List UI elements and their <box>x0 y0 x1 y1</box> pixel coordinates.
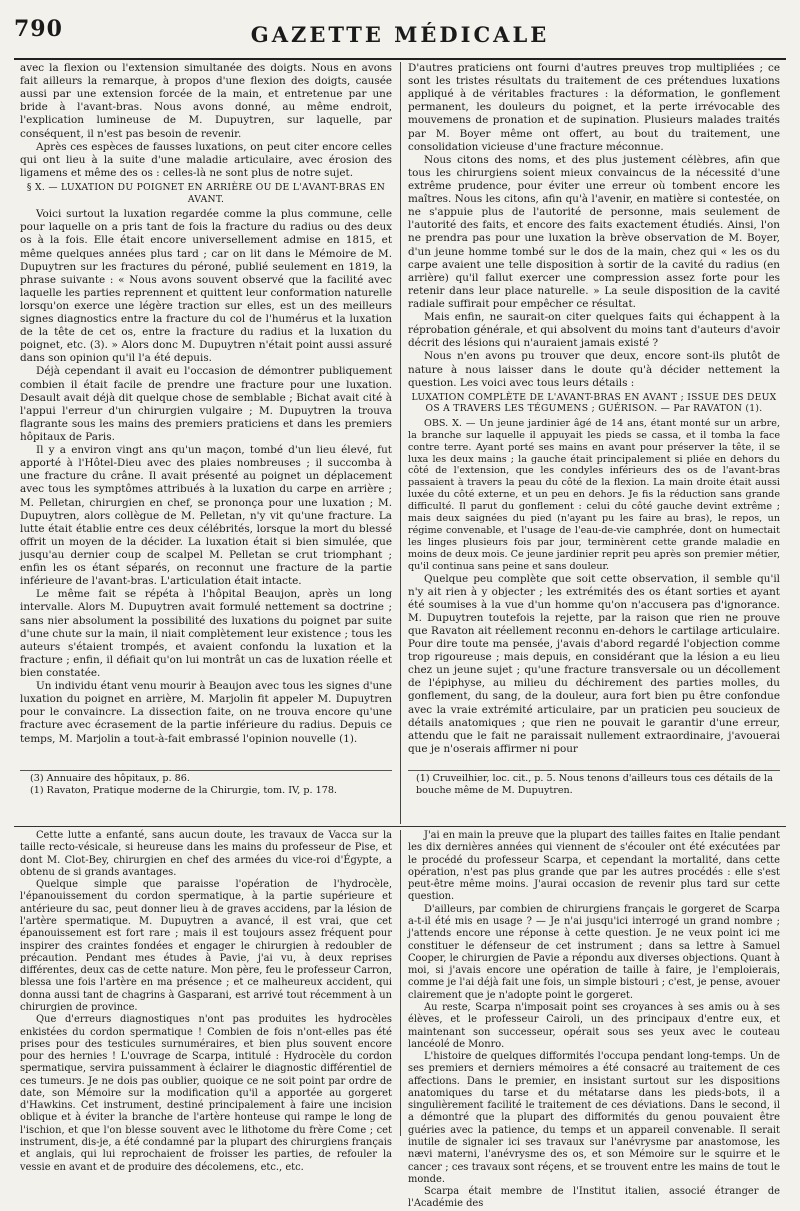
paragraph: Il y a environ vingt ans qu'un maçon, tombé d'un lieu élevé, fut apporté à l'Hôtel-Dieu avec des plaies nombreuses ; il succomba à une fracture du crâne. Il avait présenté au poignet un déplacement avec tous les symptômes attribués à la luxation du carpe en arrière ; M. Pelletan, chirurgien en chef, se prononça pour une luxation ; M. Dupuytren, alors collègue de M. Pelletan, n'y vit qu'une fracture. La lutte était établie entre ces deux célébrités, lorsque la mort du blessé offrit un moyen de la décider. La luxation était si bien simulée, que jusqu'au dernier coup de scalpel M. Pelletan se crut triomphant ; enfin les os étant séparés, on reconnut une fracture de la partie inférieure de l'avant-bras. L'articulation était intacte. <box>20 444 392 588</box>
paragraph: Un individu étant venu mourir à Beaujon avec tous les signes d'une luxation du poignet en arrière, M. Marjolin fit appeler M. Dupuytren pour le convaincre. La dissection faite, on ne trouva encore qu'une fracture avec écrasement de la partie inférieure du radius. Depuis ce temps, M. Marjolin a tout-à-fait embrassé l'opinion nouvelle (1). <box>20 680 393 745</box>
column-separator <box>400 62 401 824</box>
footnote-rule <box>408 770 780 771</box>
paragraph: J'ai en main la preuve que la plupart des tailles faites en Italie pendant les dix dernières années qui viennent de s'écouler ont été exécutées par le procédé du professeur Scarpa, et cependant la mortalité, dans cette opération, n'est pas plus grande que par les autres procédés : elle s'est peut-être même moins. J'aurai occasion de revenir plus tard sur cette question. <box>408 830 780 903</box>
paragraph: L'histoire de quelques difformités l'occupa pendant long-temps. Un de ses premiers et derniers mémoires a été consacré au traitement de ces affections. Dans le premier, en insistant surtout sur les dispositions anatomiques du tarse et du métatarse dans les pieds-bots, il a singulièrement facilité le traitement de ces déviations. Dans le second, il a démontré que la plupart des difformités du genou pouvaient être guéries avec la patience, du temps et un appareil convenable. Il serait inutile de signaler ici ses travaux sur l'anévrysme par anastomose, les nævi materni, l'anévrysme des os, et son Mémoire sur le squirre et le cancer ; ces travaux sont réçens, et se trouvent entre les mains de tout le monde. <box>408 1051 780 1185</box>
footnote: (1) Ravaton, Pratique moderne de la Chirurgie, tom. IV, p. 178. <box>30 785 337 797</box>
section-rule <box>14 826 786 827</box>
paragraph: Voici surtout la luxation regardée comme la plus commune, celle pour laquelle on a pris tant de fois la fracture du radius ou des deux os à la fois. Elle était encore universellement admise en 1815, et même quelques années plus tard ; car on lit dans le Mémoire de M. Dupuytren sur les fractures du péroné, publié seulement en 1819, la phrase suivante : « Nous avons souvent observé que la facilité avec laquelle les parties reprennent et quittent leur conformation naturelle lorsqu'on exerce une légère traction sur elles, est un des meilleurs signes diagnostics entre la fracture du col de l'humérus et la luxation de la tête de cet os, entre la fracture du radius et la luxation du poignet, etc. (3). » Alors donc M. Dupuytren n'était point aussi assuré dans son opinion qu'il l'a été depuis. <box>20 208 392 365</box>
paragraph: Quelque simple que paraisse l'opération de l'hydrocèle, l'épanouissement du cordon spermatique, à la partie supérieure et antérieure du sac, peut donner lieu à de graves accidens, par la lésion de l'artère spermatique. M. Dupuytren a avancé, il est vrai, que cet épanouissement est fort rare ; mais il est toujours assez fréquent pour inspirer des craintes fondées et engager le chirurgien à redoubler de précaution. Pendant mes études à Pavie, j'ai vu, à deux reprises différentes, deux cas de cette nature. Mon père, feu le professeur Carron, blessa une fois l'artère en ma présence ; et ce malheureux accident, qui donna aussi tant de chagrins à Gasparani, est arrivé tout récemment à un chirurgien de province. <box>20 879 392 1013</box>
section-heading: § X. — LUXATION DU POIGNET EN ARRIÈRE OU DE L'AVANT-BRAS EN AVANT. <box>26 181 386 205</box>
right-footnote: (1) Cruveilhier, loc. cit., p. 5. Nous tenons d'ailleurs tous ces détails de la bouche même de M. Dupuytren. <box>416 773 773 797</box>
bottom-column-separator <box>400 830 401 1136</box>
paragraph: Quelque peu complète que soit cette observation, il semble qu'il n'y ait rien à y objecter ; les extrémités des os étant sorties et ayant été soumises à la vue d'un homme qu'on n'accusera pas d'ignorance. M. Dupuytren toutefois la rejette, par la raison que rien ne prouve que Ravaton ait réellement reconnu en-dehors le cartilage articulaire. Pour dire toute ma pensée, j'avais d'abord regardé l'objection comme trop rigoureuse ; mais depuis, en considérant que la lésion a eu lieu chez un jeune sujet ; qu'une fracture transversale ou un décollement de l'épiphyse, au milieu du déchirement des parties molles, du gonflement, du sang, de la douleur, aura fort bien pu être confondue avec la vraie extrémité articulaire, par un praticien peu soucieux de détails anatomiques ; que rien ne pouvait le garantir d'une erreur, attendu que le fait ne paraissait nullement extraordinaire, j'avouerai que je n'oserais affirmer ni pour <box>408 572 780 755</box>
paragraph: D'autres praticiens ont fourni d'autres preuves trop multipliées ; ce sont les tristes résultats du traitement de ces prétendues luxations appliqué à de véritables fractures : la déformation, le gonflement permanent, les douleurs du poignet, et la perte irrévocable des mouvemens de pronation et de supination. Plusieurs malades traités par M. Boyer même ont offert, au bout du traitement, une consolidation vicieuse d'une fracture méconnue. <box>408 62 780 153</box>
paragraph: Après ces espèces de fausses luxations, on peut citer encore celles qui ont lieu à la suite d'une maladie articulaire, avec érosion des ligamens et même des os : celles-là ne sont plus de notre sujet. <box>20 140 392 179</box>
paragraph: Scarpa était membre de l'Institut italien, associé étranger de l'Académie des <box>408 1186 780 1210</box>
page-number: 790 <box>14 16 63 42</box>
footnote-rule <box>20 770 392 771</box>
bottom-right-column <box>408 830 780 1211</box>
paragraph: D'ailleurs, par combien de chirurgiens français le gorgeret de Scarpa a-t-il été mis en usage ? — Je n'ai jusqu'ici interrogé un grand nombre ; j'attends encore une réponse à cette question. Je ne veux point ici me constituer le défenseur de cet instrument ; dans sa lettre à Samuel Cooper, le chirurgien de Pavie a répondu aux diverses objections. Quant à moi, si j'avais encore une opération de taille à faire, je l'emploierais, comme je l'ai déjà fait une fois, un simple bistouri ; c'est, je pense, avouer clairement que je n'adopte point le gorgeret. <box>408 903 780 1001</box>
paragraph: Nous n'en avons pu trouver que deux, encore sont-ils plutôt de nature à nous laisser dans le doute qu'à décider nettement la question. Les voici avec tous leurs détails : <box>408 350 780 389</box>
left-column <box>20 62 392 746</box>
paragraph: Nous citons des noms, et des plus justement célèbres, afin que tous les chirurgiens soient mieux convaincus de la nécessité d'une extrême prudence, pour éviter une erreur où tombent encore les maîtres. Nous les citons, afin qu'à l'avenir, en matière si contestée, on ne s'appuie plus de l'autorité de personne, mais seulement de l'autorité des faits, et encore des faits exactement étudiés. Ainsi, l'on ne prendra pas pour une luxation la brève observation de M. Boyer, d'un jeune homme tombé sur le dos de la main, chez qui « les os du carpe avaient une telle disposition à sortir de la cavité du radius (en arrière) qu'il fallut exercer une compression assez forte pour les retenir dans leur place naturelle. » La seule disposition de la cavité radiale suffirait pour empêcher ce résultat. <box>408 153 780 310</box>
paragraph: Au reste, Scarpa n'imposait point ses croyances à ses amis ou à ses élèves, et le professeur Cairoli, un des principaux d'entre eux, et maintenant son successeur, opérait sous ses yeux avec le couteau lancéolé de Monro. <box>408 1001 780 1050</box>
bottom-left-column <box>20 830 392 1174</box>
masthead: GAZETTE MÉDICALE <box>250 22 550 47</box>
paragraph: avec la flexion ou l'extension simultanée des doigts. Nous en avons fait ailleurs la remarque, à propos d'une flexion des doigts, causée aussi par une extension forcée de la main, et entretenue par une bride à l'avant-bras. Nous avons donné, au même endroit, l'explication lumineuse de M. Dupuytren, sur laquelle, par conséquent, il n'est pas besoin de revenir. <box>20 62 392 140</box>
header-rule <box>14 58 786 60</box>
observation-text: OBS. X. — Un jeune jardinier âgé de 14 ans, étant monté sur un arbre, la branche sur laquelle il appuyait les pieds se cassa, et il tomba la face contre terre. Ayant porté ses mains en avant pour préserver la tête, il se luxa les deux mains ; la gauche était principalement si pliée en dehors du côté de l'extension, que les condyles inférieurs des os de l'avant-bras passaient à travers la peau du côté de la flexion. La main droite était aussi luxée du côté externe, et un peu en dehors. Je fis la réduction sans grande difficulté. Il parut du gonflement : celui du côté gauche devint extrême ; mais deux saignées du pied (n'ayant pu les faire au bras), le repos, un régime convenable, et l'usage de l'eau-de-vie camphrée, dont on humectait les linges plusieurs fois par jour, terminèrent cette grande maladie en moins de deux mois. Ce jeune jardinier reprit peu après son premier métier, qu'il continua sans peine et sans douleur. <box>408 417 780 572</box>
left-footnotes <box>30 773 392 798</box>
footnote: (3) Annuaire des hôpitaux, p. 86. <box>30 773 190 784</box>
paragraph: Le même fait se répéta à l'hôpital Beaujon, après un long intervalle. Alors M. Dupuytren avait formulé nettement sa doctrine ; sans nier absolument la possibilité des luxations du poignet par suite d'une chute sur la main, il niait complètement leur existence ; tous les auteurs s'étaient trompés, et avaient confondu la luxation et la fracture ; enfin, il défiait qu'on lui montrât un cas de luxation réelle et bien constatée. <box>20 588 392 679</box>
paragraph: Mais enfin, ne saurait-on citer quelques faits qui échappent à la réprobation générale, et qui absolvent du moins tant d'auteurs d'avoir décrit des lésions qui n'auraient jamais existé ? <box>408 311 780 350</box>
observation-heading: LUXATION COMPLÈTE DE L'AVANT-BRAS EN AVANT ; ISSUE DES DEUX OS A TRAVERS LES TÉGUMENS ; GUÉRISON. — Par RAVATON (1). <box>411 391 777 415</box>
paragraph: Déjà cependant il avait eu l'occasion de démontrer publiquement combien il était facile de prendre une fracture pour une luxation. Desault avait déjà dit quelque chose de semblable ; Bichat avait cité à l'appui l'erreur d'un chirurgien vulgaire ; M. Dupuytren la trouva flagrante sous les mains des premiers praticiens et dans les premiers hôpitaux de Paris. <box>20 365 392 444</box>
right-column <box>408 62 780 756</box>
paragraph: Que d'erreurs diagnostiques n'ont pas produites les hydrocèles enkistées du cordon spermatique ! Combien de fois n'ont-elles pas été prises pour des testicules surnuméraires, et bien plus souvent encore pour des hernies ! L'ouvrage de Scarpa, intitulé : Hydrocèle du cordon spermatique, servira puissamment à éclairer le diagnostic différentiel de ces tumeurs. Je ne dois pas oublier, quoique ce ne soit point par ordre de date, son Mémoire sur la modification qu'il a apportée au gorgeret d'Hawkins. Cet instrument, destiné principalement à faire une incision oblique et à éviter la branche de l'artère honteuse qui rampe le long de l'ischion, et que l'on blesse souvent avec le lithotome du frère Come ; cet instrument, dis-je, a été condamné par la plupart des chirurgiens français et anglais, qui lui reprochaient de froisser les parties, de refouler la vessie en avant et de produire des décolemens, etc., etc. <box>20 1014 392 1173</box>
paragraph: Cette lutte a enfanté, sans aucun doute, les travaux de Vacca sur la taille recto-vésicale, si heureuse dans les mains du professeur de Pise, et dont M. Clot-Bey, chirurgien en chef des armées du vice-roi d'Égypte, a obtenu de si grands avantages. <box>20 830 392 878</box>
